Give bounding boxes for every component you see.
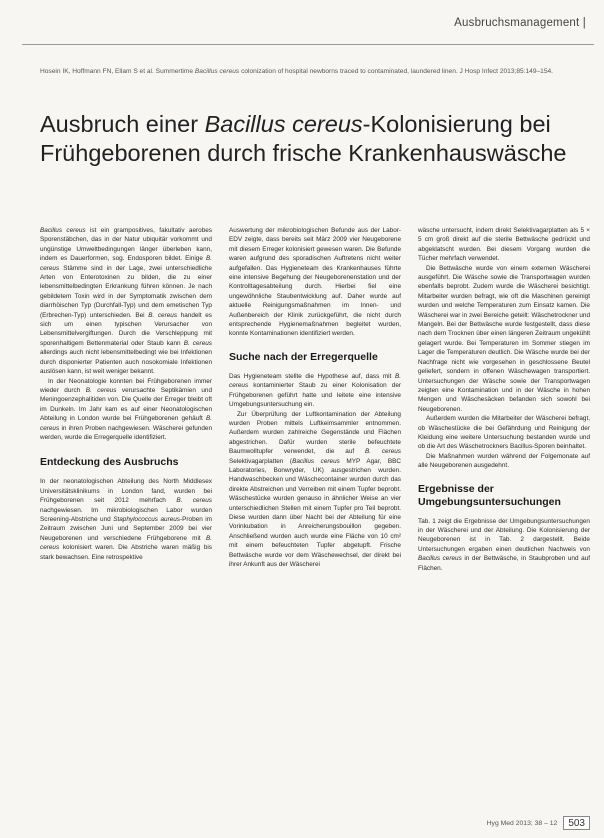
- section-heading-erregerquelle: Suche nach der Erregerquelle: [229, 350, 378, 363]
- body-paragraph: Tab. 1 zeigt die Ergebnisse der Umgebungsuntersuchungen in der Wäscherei und der Abteilung. Die Kolonisierung der Neugeborenen ist in Tab. 2 dargestellt. Beide Untersuchungen ergaben einen deutlichen Nachweis von Bacillus cereus in der Bettwäsche, in Staubproben und auf Flächen.: [418, 517, 590, 572]
- body-paragraph: Zur Überprüfung der Luftkontamination der Abteilung wurden Proben mittels Luftkeimsammler entnommen. Außerdem wurden zahlreiche Gegenstände und Flächen abgestrichen. Dafür wurden sterile befeuchtete Baumwolltupfer verwendet, die auf B. cereus Selektivagarplatten (Bacillus cereus MYP Agar, BBC Laboratories, Bonwryder, UK) ausgestrichen wurden. Handwaschbecken und Wäschecontainer wurden durch das direkte Abstreichen und Verreiben mit einem Tupfer beprobt. Wäschestücke wurden genauso in ähnlicher Weise an vier unterschiedlichen Stellen mit einem Tupfer pro Teil beprobt. Diese wurden dann über Nacht bei der Abteilung für eine Vorinkubation in Anreicherungsbouillon gegeben. Anschließend wurden auch wurde eine Fläche von 10 cm² mit einem befeuchteten Tupfer abgetupft. Frische Bettwäsche wurde vor dem Wäschewechsel, der direkt bei ihrer Ankunft aus der Wäscherei: [229, 410, 401, 568]
- body-paragraph: wäsche untersucht, indem direkt Selektivagarplatten als 5 × 5 cm groß direkt auf die sterile Bettwäsche gedrückt und abgeklatscht wurden. Bei diesem Vorgang wurden die Tücher mehrfach verwendet.: [418, 227, 590, 263]
- citation: Hosein IK, Hoffmann FN, Ellam S et al. Summertime Bacillus cereus colonization of hospital newborns traced to contaminated, laundered linen. J Hosp Infect 2013;85:149–154.: [40, 68, 554, 75]
- intro-paragraph: Bacillus cereus ist ein grampositives, fakultativ aerobes Sporenstäbchen, das in der Natur ubiquitär vorkommt und ungünstige Umweltbedingungen länger überleben kann, indem es Dauerformen, sog. Endosporen bildet. Einige B. cereus Stämme sind in der Lage, zwei unterschiedliche Arten von Enterotoxinen zu bilden, die zu einer lebensmittelbedingten Erkrankung führen können. Je nach gebildetem Toxin wird in der Symptomatik zwischen dem diarrhöischen Typ (Durchfall-Typ) und dem emetischen Typ (Erbrechen-Typ) unterschieden. Bei B. cereus handelt es sich um einen typischen Verursacher von Lebensmittelvergiftungen. Durch die Verschleppung mit sporenhaltigem Bettenmaterial oder Staub kann B. cereus allerdings auch nicht lebensmittelbedingt wie bei Infektionen durch disponierter Patienten auch nosokomiale Infektionen auslösen kann, ist weit weniger bekannt.: [40, 227, 212, 376]
- column-3: [418, 226, 590, 816]
- column-1: [40, 226, 212, 816]
- body-paragraph: Das Hygieneteam stellte die Hypothese auf, dass mit B. cereus kontaminierter Staub zu einer Kolonisation der Frühgeborenen geführt hatte und leitete eine intensive Umgebungsuntersuchung ein.: [229, 372, 401, 409]
- body-paragraph: In der neonatologischen Abteilung des North Middlesex Universitätsklinikums in London fand, wurden bei Frühgeborenen seit 2012 mehrfach B. cereus nachgewiesen. Im mikrobiologischen Labor wurden Screening-Abstriche und Staphylococcus aureus-Proben im Zeitraum zwischen Juni und September 2009 bei vier Neugeborenen und verschiedene Frühgeborene mit B. cereus kolonisiert waren. Die Abstriche waren mäßig bis stark bewachsen. Eine retrospektive: [40, 478, 212, 561]
- section-heading-entdeckung: Entdeckung des Ausbruchs: [40, 456, 179, 469]
- body-paragraph: Die Maßnahmen wurden während der Folgemonate auf alle Neugeborenen ausgedehnt.: [418, 452, 590, 470]
- body-paragraph: Außerdem wurden die Mitarbeiter der Wäscherei befragt, ob Wäschestücke die bei Gefährdung und Reinigung der Kleidung eine weitere Untersuchung bestanden wurde und ob die Art des Wäschetrockners Bacillus-Sporen beinhaltet.: [418, 415, 590, 451]
- page-number: 503: [563, 816, 590, 830]
- section-heading-ergebnisse: Ergebnisse der Umgebungsuntersuchungen: [418, 482, 561, 508]
- body-paragraph: Die Bettwäsche wurde von einem externen Wäscherei ausgeführt. Die Wäsche sowie die Transportwagen wurden ebenfalls beprobt. Zudem wurde die Wäscherei besichtigt. Mitarbeiter wurden befragt, wie oft die Maschinen gereinigt wurden und welche Temperaturen zum Einsatz kamen. Die Wäscherei war in zwei Bereiche geteilt: Wäschetrockner und Mangeln. Bei der Bettwäsche wurde festgestellt, dass diese nach dem Trocknen über einen längeren Zeitraum ungekühlt gelagert wurde. Bei Temperaturen im Sommer stiegen im Lager die Temperaturen deutlich. Die Wäsche wurde bei der Nachfrage nicht wie vorgesehen in geschlossene Beutel geliefert, sondern in offenen Wäschewagen transportiert. Untersuchungen der Wäsche sowie der Transportwagen zeigten eine Kontamination und in der Wäsche in hohen Mengen und Wäschesäcken befanden sich sowohl bei Neugeborenen.: [418, 264, 590, 413]
- article-body: [40, 226, 590, 816]
- article-title: Ausbruch einer Bacillus cereus-Kolonisierung bei Frühgeborenen durch frische Krankenhauswäsche: [40, 111, 567, 166]
- page-footer: [487, 816, 590, 830]
- header-rule: [22, 44, 594, 45]
- journal-reference: Hyg Med 2013; 38 – 12: [486, 819, 558, 827]
- body-paragraph: In der Neonatologie konnten bei Frühgeborenen immer wieder durch B. cereus verursachte Septikämien und Meningoenzephalitiden von. Die Quelle der Erreger bleibt oft im Dunkeln. Im Jahr kam es auf einer Neonatologischen Abteilung in London wurde bei Frühgeborenen gehäuft B. cereus in ihren Proben nachgewiesen. Wäscherei gefunden werden, wurde die Erregerquelle identifiziert.: [40, 377, 212, 441]
- section-header: Ausbruchsmanagement |: [454, 17, 586, 29]
- column-2: [229, 226, 401, 816]
- body-paragraph: Auswertung der mikrobiologischen Befunde aus der Labor-EDV zeigte, dass bereits seit März 2009 vier Neugeborene mit diesem Erreger kolonisiert gewesen waren. Die Befunde waren aufgrund des sporadischen Auftretens nicht weiter aufgefallen. Das Hygieneteam des Krankenhauses führte eine intensive Begehung der Neugeborenenstation und der Kontrolltagesabteilung durch. Hierbei fiel eine ungewöhnliche Staubentwicklung auf. Daher wurde auf aktuelle Reinigungsmaßnahmen im Innen- und Außenbereich der Klinik zurückgeführt, die nicht durch entsprechende Hygienemaßnahmen begleitet wurden, konnte Kontaminationen identifiziert werden.: [229, 227, 401, 338]
